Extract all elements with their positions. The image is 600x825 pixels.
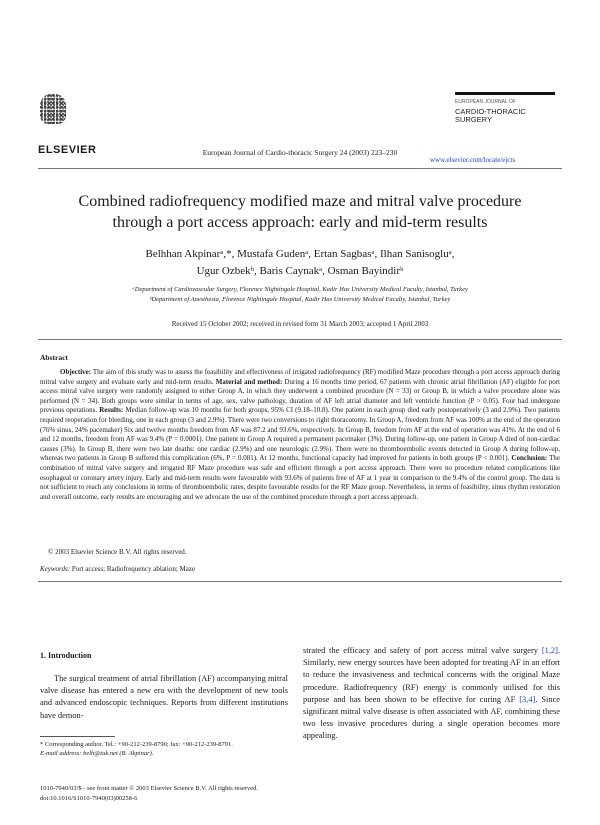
abstract-body [40,368,560,502]
title-line-2: through a port access approach: early and mid-term results [112,214,488,231]
keywords [40,565,195,573]
elsevier-tree-logo [40,94,66,124]
citation-link-1-2[interactable]: [1,2] [541,646,558,655]
journal-logo-bar [455,92,555,95]
received-dates: Received 15 October 2002; received in revised form 31 March 2003; accepted 1 April 2003 [171,320,429,328]
footnote-corresponding: * Corresponding author. Tel.: +90-212-239-8790; fax: +90-212-239-8791. [40,741,233,748]
results-label: Results: [99,406,124,415]
affiliations [40,285,560,305]
abstract-bottom-divider [38,581,562,582]
doi-line: doi:10.1016/S1010-7940(03)00258-6 [40,795,138,802]
methods-label: Material and method: [215,377,283,386]
keywords-list: Port access; Radiofrequency ablation; Maze [71,565,196,573]
citation-link-3-4[interactable]: [3,4] [519,694,536,704]
authors-line-1: Belhhan Akpinarᵃ,*, Mustafa Gudenᵃ, Ertan Sagbasᵃ, Ilhan Sanisogluᵃ, [145,248,455,260]
header-divider [38,168,562,169]
objective-label: Objective: [60,368,92,376]
journal-logo-line1: CARDIO-THORACIC [455,107,526,116]
issn-line: 1010-7940/03/$ - see front matter © 2003 Elsevier Science B.V. All rights reserved. [40,785,259,792]
abstract-copyright: © 2003 Elsevier Science B.V. All rights reserved. [48,548,187,556]
publisher-name: ELSEVIER [38,144,97,156]
conclusion-label: Conclusion: [511,454,548,463]
journal-logo-pre: EUROPEAN JOURNAL OF [455,99,516,105]
authors-line-2: Ugur Ozbekᵇ, Baris Caynakᵃ, Osman Bayindirᵇ [196,265,404,277]
objective-text: The aim of this study was to assess the feasibility and effectiveness of irrigated radiofrequency (RF) modified Maze procedure through a port access approach during mitral valve surgery and evaluate early and mid-term results. [40,368,560,386]
keywords-label: Keywords: [40,565,71,573]
body-right-text-2: . Similarly, new energy sources have been adopted for treating AF in an effort to reduce the invasiveness and technical concerns with the original Maze procedure. Radiofrequency (RF) energy is commonly utilised for this purpose and has been shown to be effective for curing AF [303,646,560,704]
body-left-column: The surgical treatment of atrial fibrillation (AF) accompanying mitral valve disease has entered a new era with the development of new tools and advanced endoscopic techniques. Reports from different institutions have demon- [40,674,288,720]
journal-logo [455,92,560,124]
article-title [40,191,560,233]
journal-citation: European Journal of Cardio-thoracic Surgery 24 (2003) 223–230 [202,148,398,157]
results-text: Median follow-up was 10 months for both groups, 95% CI (9.18–10.8). One patient in each group died early postoperatively (3 and 2.9%). Two patients required reoperation for bleeding, one in each group (3 and 2.9%). There were two conversions to right thoracotomy. In Group A, freedom from AF was 100% at the end of the operation (76% sinus, 24% pacemaker) Six and twelve months freedom from AF was 87.2 and 93.6%, respectively. In Group B, freedom from AF at the end of operation was 41%. At the end of 6 and 12 months, freedom from AF was 9.4% (P = 0.0001). One patient in Group A required a permanent pacemaker (3%). During follow-up, one patient in Group A died of non-cardiac causes (3%). In Group B, there were two late deaths: one cardiac (2.9%) and one neurologic (2.9%). There were no thromboembolic events detected in Group A during follow-up, whereas two patients in Group B suffered this complication (6%, P = 0.081). At 12 months, functional capacity had improved for patients in both groups (P < 0.001). [40,406,560,463]
section-heading-introduction: 1. Introduction [40,651,92,660]
journal-url-link[interactable]: www.elsevier.com/locate/ejcts [430,156,516,164]
corresponding-author-footnote [40,740,290,758]
conclusion-text: The combination of mitral valve surgery and irrigated RF Maze procedure was safe and efficient through a port access approach. There were no procedure related complications like esophageal or coronary artery injury. Early and mid-term results were favourable with 93.6% of patients free of AF at 1 year in comparison to the 9.4% of the control group. The data is not sufficient to reach any conclusions in terms of thromboembolic rates, despite favourable results for the RF Maze group. Nevertheless, in terms of feasibility, sinus rhythm restoration and overall outcome, early results are encouraging and we advocate the use of the combined procedure through a port access approach. [40,454,560,501]
abstract-heading: Abstract [40,353,68,362]
footnote-divider [40,736,115,737]
methods-text: During a 16 months time period, 67 patients with chronic atrial fibrillation (AF) eligible for port access mitral valve surgery were randomly assigned to either Group A, in which they underwent a combined procedure (N = 33) or Group B, in which a valve procedure alone was performed (N = 34). Both groups were similar in terms of age, sex, valve pathology, duration of AF left atrial diameter and left ventricle function (P > 0.05). Four had undergone previous operations. [40,377,560,415]
abstract-top-divider [38,339,562,340]
bottom-matter [40,784,258,804]
journal-logo-line2: SURGERY [455,115,492,124]
body-right-text-1: strated the efficacy and safety of port access mitral valve surgery [303,646,542,655]
affiliation-b: ᵇDepartment of Anesthesia, Florence Nightingale Hospital, Kadir Has University Medical Faculty, Istanbul, Turkey [149,296,451,303]
footnote-email: E-mail address: belh@tuk.net (B. Akpinar). [40,750,154,757]
body-right-text-3: . Since significant mitral valve disease is often associated with AF, combining these two less invasive procedures during a single operation becomes more appealing. [303,694,560,741]
author-list [40,246,560,280]
title-line-1: Combined radiofrequency modified maze and mitral valve procedure [78,193,522,210]
affiliation-a: ᵃDepartment of Cardiovascular Surgery, Florence Nightingale Hospital, Kadir Has University Medical Faculty, Istanbul, Turkey [132,286,468,293]
body-right-column [303,645,560,743]
